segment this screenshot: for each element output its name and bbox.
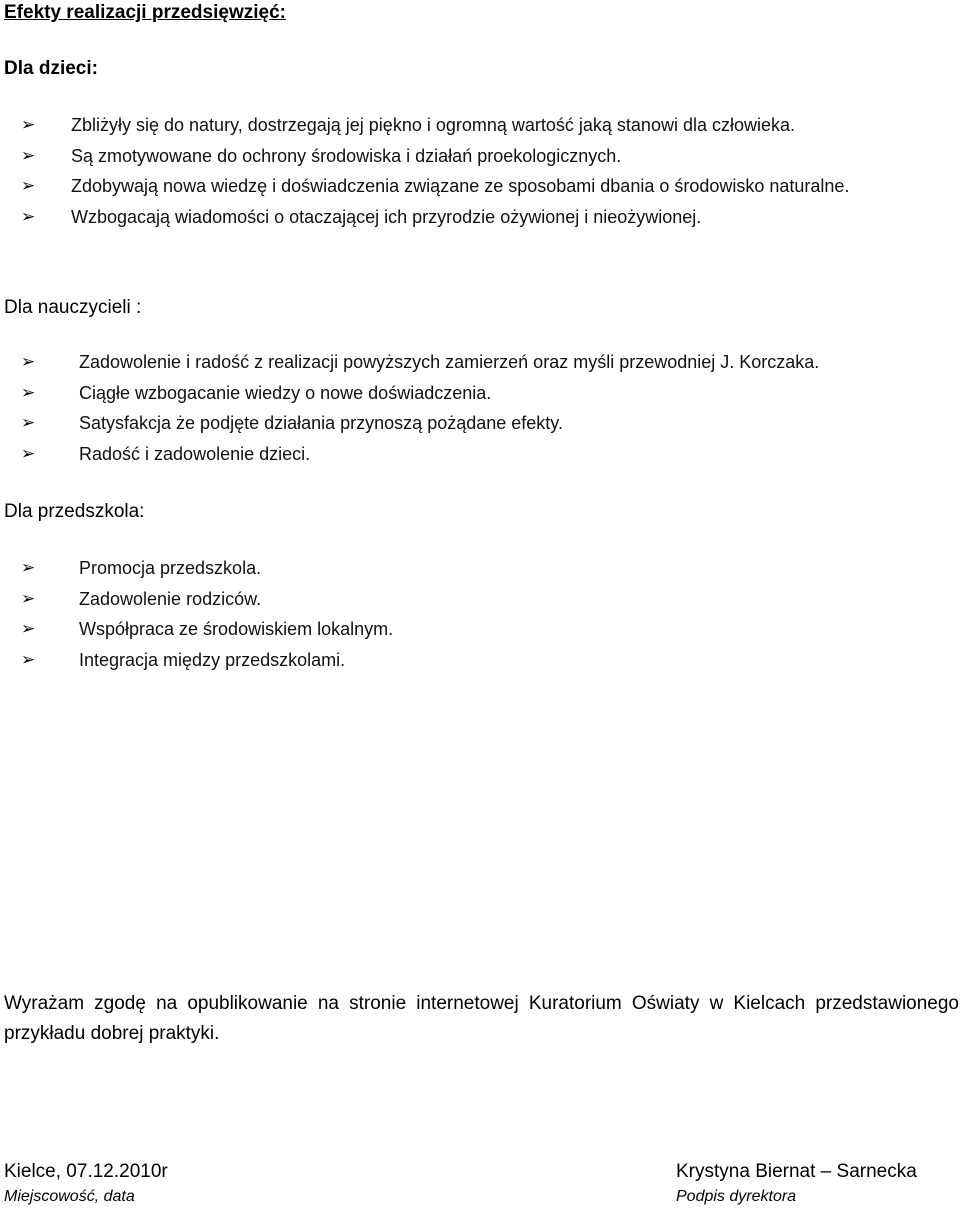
section-heading-children: Dla dzieci: (4, 58, 98, 79)
arrow-bullet-icon: ➢ (21, 588, 36, 609)
consent-statement: Wyrażam zgodę na opublikowanie na stronie internetowej Kuratorium Oświaty w Kielcach przedstawionego przykładu dobrej praktyki. (4, 993, 959, 1044)
preschool-effects-list (0, 553, 393, 675)
arrow-bullet-icon: ➢ (21, 619, 36, 639)
list-item: ➢ Integracja między przedszkolami. (0, 645, 393, 676)
list-item: ➢ Ciągłe wzbogacanie wiedzy o nowe doświadczenia. (0, 378, 819, 409)
children-effects-list (0, 110, 921, 232)
list-item: ➢ Radość i zadowolenie dzieci. (0, 439, 819, 470)
arrow-bullet-icon: ➢ (21, 558, 36, 578)
arrow-bullet-icon: ➢ (21, 352, 36, 372)
list-item: ➢ Zadowolenie rodziców. (0, 584, 393, 615)
list-item: ➢ Wzbogacają wiadomości o otaczającej ich przyrodzie ożywionej i nieożywionej. (0, 202, 921, 233)
arrow-bullet-icon: ➢ (21, 649, 36, 670)
place-date: Kielce, 07.12.2010r (4, 1161, 168, 1182)
place-date-caption: Miejscowość, data (4, 1188, 135, 1205)
arrow-bullet-icon: ➢ (21, 382, 36, 403)
list-item: ➢ Satysfakcja że podjęte działania przynoszą pożądane efekty. (0, 408, 819, 439)
list-item: ➢ Zbliżyły się do natury, dostrzegają jej piękno i ogromną wartość jaką stanowi dla człowieka. (0, 110, 921, 141)
list-item: ➢ Współpraca ze środowiskiem lokalnym. (0, 614, 393, 645)
section-heading-teachers: Dla nauczycieli : (4, 297, 142, 318)
list-item: ➢ Promocja przedszkola. (0, 553, 393, 584)
arrow-bullet-icon: ➢ (21, 206, 36, 227)
arrow-bullet-icon: ➢ (21, 145, 36, 166)
director-signature-caption: Podpis dyrektora (676, 1188, 797, 1205)
document-title: Efekty realizacji przedsięwzięć: (4, 2, 286, 23)
section-heading-preschool: Dla przedszkola: (4, 501, 145, 522)
list-item: ➢ Zdobywają nowa wiedzę i doświadczenia związane ze sposobami dbania o środowisko naturalne. (0, 171, 921, 202)
teachers-effects-list (0, 347, 819, 469)
director-name: Krystyna Biernat – Sarnecka (676, 1161, 917, 1182)
list-item: ➢ Zadowolenie i radość z realizacji powyższych zamierzeń oraz myśli przewodniej J. Korczaka. (0, 347, 819, 378)
arrow-bullet-icon: ➢ (21, 443, 36, 464)
arrow-bullet-icon: ➢ (21, 413, 36, 433)
list-item: ➢ Są zmotywowane do ochrony środowiska i działań proekologicznych. (0, 141, 921, 172)
arrow-bullet-icon: ➢ (21, 115, 36, 135)
arrow-bullet-icon: ➢ (21, 176, 36, 196)
